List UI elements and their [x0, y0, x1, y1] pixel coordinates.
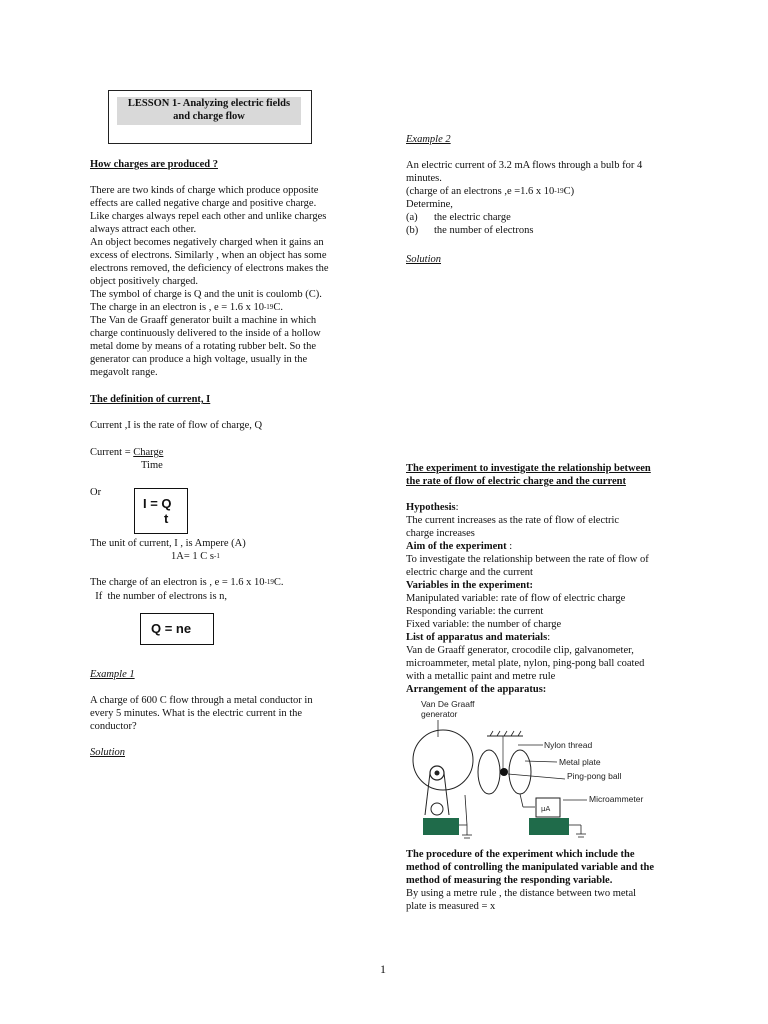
apparatus-line: microammeter, metal plate, nylon, ping-pong ball coated	[406, 658, 645, 669]
ping-pong-ball	[500, 768, 508, 776]
unit-line: The unit of current, I , is Ampere (A)	[90, 538, 246, 549]
lesson-title-line1: LESSON 1- Analyzing electric fields	[127, 98, 291, 109]
hypothesis-line: The current increases as the rate of flow of electric	[406, 515, 620, 526]
example1-solution: Solution	[90, 747, 126, 758]
lesson-title	[117, 97, 301, 125]
variables-label: Variables in the experiment:	[406, 580, 534, 591]
procedure-title-line: method of measuring the responding variable.	[406, 875, 613, 886]
charges-line: The Van de Graaff generator built a machine in which	[90, 315, 317, 326]
svg-text:μA: μA	[541, 805, 551, 813]
charges-line: The symbol of charge is Q and the unit is coulomb (C).	[90, 289, 322, 300]
generator-label: Van De Graaff	[421, 699, 475, 709]
charges-line: There are two kinds of charge which produce opposite	[90, 185, 319, 196]
example1-title: Example 1	[90, 669, 135, 680]
microammeter-label: Microammeter	[589, 794, 644, 804]
apparatus-label: List of apparatus and materials	[406, 632, 548, 643]
generator-dome	[413, 730, 473, 790]
apparatus-line: Van de Graaff generator, crocodile clip, galvanometer,	[406, 645, 634, 656]
current-equation-denominator: Time	[141, 460, 163, 471]
procedure-section	[406, 848, 696, 913]
charges-line: megavolt range.	[90, 367, 158, 378]
nylon-label: Nylon thread	[544, 740, 593, 750]
charges-line: metal dome by means of a rotating rubber belt. So the	[90, 341, 316, 352]
heading-charges: How charges are produced ?	[90, 159, 218, 170]
charges-line: excess of electrons. Similarly , when an object has some	[90, 250, 327, 261]
charges-line: charge continuously delivered to the inside of a hollow	[90, 328, 321, 339]
example1-text	[90, 694, 360, 733]
procedure-title-line: method of controlling the manipulated variable and the	[406, 862, 655, 873]
procedure-line: plate is measured = x	[406, 901, 496, 912]
example2-text	[406, 159, 686, 237]
heading-current: The definition of current, I	[90, 394, 211, 405]
item-a: (a) the electric charge	[406, 212, 511, 223]
aim-line: electric charge and the current	[406, 567, 533, 578]
left-column	[90, 158, 360, 379]
variable-line: Manipulated variable: rate of flow of electric charge	[406, 593, 626, 604]
example2-solution: Solution	[406, 254, 442, 265]
determine-label: Determine,	[406, 199, 453, 210]
experiment-section: The experiment to investigate the relationship between the rate of flow of electric charge and the current Hypothesis: The current increases as the rate of flow of electric charge increases Aim of the experiment : To investigate the relationship between the rate of flow of electric charge and the current Variables in the experiment: Manipulated variable: rate of flow of electric charge Responding variable: the current Fixed variable: the number of charge List of apparatus and materials: Van de Graaff generator, crocodile clip, galvanometer, microammeter, metal plate, nylon, ping-pong ball coated with a metallic paint and metre rule Arrangement of the apparatus:	[406, 462, 696, 696]
formula-i-eq-q-over-t: I = Q t	[134, 488, 188, 534]
ball-label: Ping-pong ball	[567, 771, 622, 781]
variable-line: Responding variable: the current	[406, 606, 544, 617]
example1-line: A charge of 600 C flow through a metal conductor in	[90, 695, 313, 706]
electron-charge-line: The charge of an electron is , e = 1.6 x $10^{-19}C$.	[90, 577, 284, 588]
example1-line: every 5 minutes. What is the electric current in the	[90, 708, 303, 719]
procedure-title-line: The procedure of the experiment which include the	[406, 849, 635, 860]
microammeter-base	[529, 818, 569, 835]
metal-plate-label: Metal plate	[559, 757, 601, 767]
experiment-title-line1: The experiment to investigate the relationship between	[406, 463, 651, 474]
metal-plate-left	[478, 750, 500, 794]
metal-plate-right	[509, 750, 531, 794]
example2-charge-line: (charge of an electrons ,e =1.6 x $10^{-19}C$)	[406, 186, 575, 197]
example2-line: An electric current of 3.2 mA flows through a bulb for 4	[406, 160, 643, 171]
example2-title: Example 2	[406, 134, 451, 145]
page-number: 1	[380, 962, 386, 976]
item-b: (b) the number of electrons	[406, 225, 534, 236]
arrangement-label: Arrangement of the apparatus:	[406, 684, 547, 695]
lesson-title-box	[108, 90, 312, 144]
apparatus-line: with a metallic paint and metre rule	[406, 671, 556, 682]
charges-line: An object becomes negatively charged when it gains an	[90, 237, 324, 248]
apparatus-diagram	[405, 697, 685, 842]
generator-base	[423, 818, 459, 835]
charges-line: generator can produce a high voltage, usually in the	[90, 354, 308, 365]
aim-label: Aim of the experiment	[406, 541, 507, 552]
charges-line: The charge in an electron is , e = 1.6 x $10^{-19}C$.	[90, 302, 283, 313]
formula-q-eq-ne: Q = ne	[140, 613, 214, 645]
current-definition: Current ,I is the rate of flow of charge, Q	[90, 420, 263, 431]
charges-line: object positively charged.	[90, 276, 198, 287]
or-label: Or	[90, 487, 102, 498]
lower-pulley	[431, 803, 443, 815]
example2-line: minutes.	[406, 173, 442, 184]
example1-line: conductor?	[90, 721, 137, 732]
ampere-definition: 1A= 1 C $s^{-1}$	[171, 551, 220, 562]
hypothesis-label: Hypothesis	[406, 502, 456, 513]
variable-line: Fixed variable: the number of charge	[406, 619, 562, 630]
charges-line: electrons removed, the deficiency of electrons makes the	[90, 263, 329, 274]
experiment-title-line2: the rate of flow of electric charge and the current	[406, 476, 626, 487]
charges-line: always attract each other.	[90, 224, 197, 235]
generator-label: generator	[421, 709, 458, 719]
current-equation: Current = Charge	[90, 447, 164, 458]
procedure-line: By using a metre rule , the distance between two metal	[406, 888, 637, 899]
lesson-title-line2: and charge flow	[173, 111, 245, 122]
num-electrons-line: If the number of electrons is n,	[90, 591, 228, 602]
charges-line: effects are called negative charge and positive charge.	[90, 198, 317, 209]
charges-line: Like charges always repel each other and unlike charges	[90, 211, 327, 222]
aim-line: To investigate the relationship between the rate of flow of	[406, 554, 649, 565]
hypothesis-line: charge increases	[406, 528, 475, 539]
